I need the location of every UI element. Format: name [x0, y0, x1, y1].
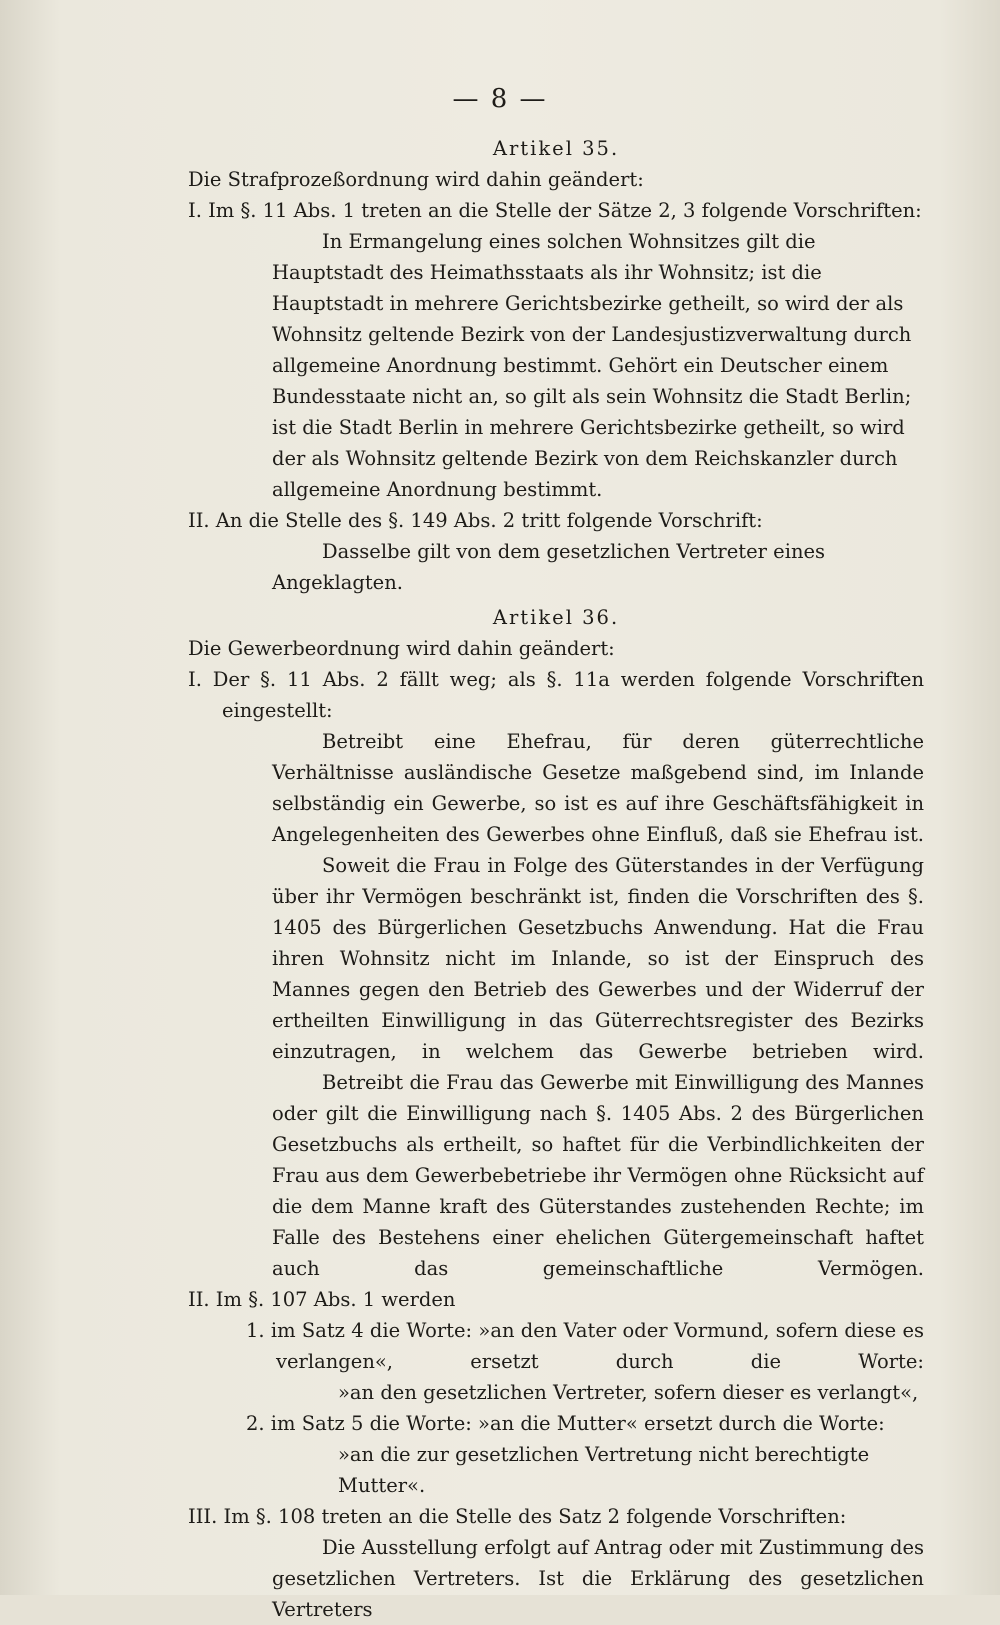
artikel-36-heading: Artikel 36.: [492, 606, 620, 629]
artikel-36-section-II: II. Im §. 107 Abs. 1 werden: [188, 1288, 456, 1311]
artikel-36-section-I-para-3: Betreibt die Frau das Gewerbe mit Einwilligung des Mannes oder gilt die Einwilligung nach §. 1405 Abs. 2 des Bürgerlichen Gesetzbuchs als ertheilt, so haftet für die Verbindlichkeiten der Frau aus dem Gewerbebetriebe ihr Vermögen ohne Rücksicht auf die dem Manne kraft des Güterstandes zustehenden Rechte; im Falle des Bestehens einer ehelichen Gütergemeinschaft haftet auch das gemeinschaftliche Vermögen.: [272, 1071, 924, 1280]
artikel-36-section-I-para-2: Soweit die Frau in Folge des Güterstandes in der Verfügung über ihr Vermögen beschränkt ist, finden die Vorschriften des §. 1405 des Bürgerlichen Gesetzbuchs Anwendung. Hat die Frau ihren Wohnsitz nicht im Inlande, so ist der Einspruch des Mannes gegen den Betrieb des Gewerbes und der Widerruf der ertheilten Einwilligung in das Güterrechtsregister des Bezirks einzutragen, in welchem das Gewerbe betrieben wird.: [272, 854, 924, 1063]
artikel-35-heading: Artikel 35.: [492, 137, 620, 160]
artikel-36-section-II-item-2-quote: »an die zur gesetzlichen Vertretung nicht berechtigte Mutter«.: [338, 1443, 870, 1497]
artikel-35-section-II-text: Dasselbe gilt von dem gesetzlichen Vertreter eines Angeklagten.: [272, 540, 826, 594]
artikel-35-section-I: I. Im §. 11 Abs. 1 treten an die Stelle der Sätze 2, 3 folgende Vorschriften:: [188, 199, 922, 222]
artikel-35-section-I-text: In Ermangelung eines solchen Wohnsitzes gilt die Hauptstadt des Heimathsstaats als ihr Wohnsitz; ist die Hauptstadt in mehrere Gerichtsbezirke getheilt, so wird der als Wohnsitz geltende Bezirk von der Landesjustizverwaltung durch allgemeine Anordnung bestimmt. Gehört ein Deutscher einem Bundesstaate nicht an, so gilt als sein Wohnsitz die Stadt Berlin; ist die Stadt Berlin in mehrere Gerichtsbezirke getheilt, so wird der als Wohnsitz geltende Bezirk von dem Reichskanzler durch allgemeine Anordnung bestimmt.: [272, 230, 912, 501]
artikel-36-section-II-item-1-quote: »an den gesetzlichen Vertreter, sofern dieser es verlangt«,: [338, 1381, 919, 1404]
artikel-36-section-II-item-2: 2. im Satz 5 die Worte: »an die Mutter« ersetzt durch die Worte:: [246, 1412, 885, 1435]
artikel-36-intro: Die Gewerbeordnung wird dahin geändert:: [188, 637, 615, 660]
page-number: — 8 —: [452, 84, 548, 114]
artikel-36-section-III: III. Im §. 108 treten an die Stelle des Satz 2 folgende Vorschriften:: [188, 1505, 847, 1528]
artikel-36-section-I: I. Der §. 11 Abs. 2 fällt weg; als §. 11a werden folgende Vorschriften eingestellt:: [188, 668, 924, 722]
artikel-36-section-II-item-1: 1. im Satz 4 die Worte: »an den Vater oder Vormund, sofern diese es verlangen«, ersetzt durch die Worte:: [246, 1319, 924, 1373]
artikel-35-intro: Die Strafprozeßordnung wird dahin geändert:: [188, 168, 644, 191]
document-body: [188, 133, 924, 1625]
artikel-35-section-II: II. An die Stelle des §. 149 Abs. 2 tritt folgende Vorschrift:: [188, 509, 763, 532]
artikel-36-section-III-text: Die Ausstellung erfolgt auf Antrag oder mit Zustimmung des gesetzlichen Vertreters. Ist die Erklärung des gesetzlichen Vertreters: [272, 1536, 924, 1621]
artikel-36-section-I-para-1: Betreibt eine Ehefrau, für deren güterrechtliche Verhältnisse ausländische Gesetze maßgebend sind, im Inlande selbständig ein Gewerbe, so ist es auf ihre Geschäftsfähigkeit in Angelegenheiten des Gewerbes ohne Einfluß, daß sie Ehefrau ist.: [272, 730, 924, 846]
